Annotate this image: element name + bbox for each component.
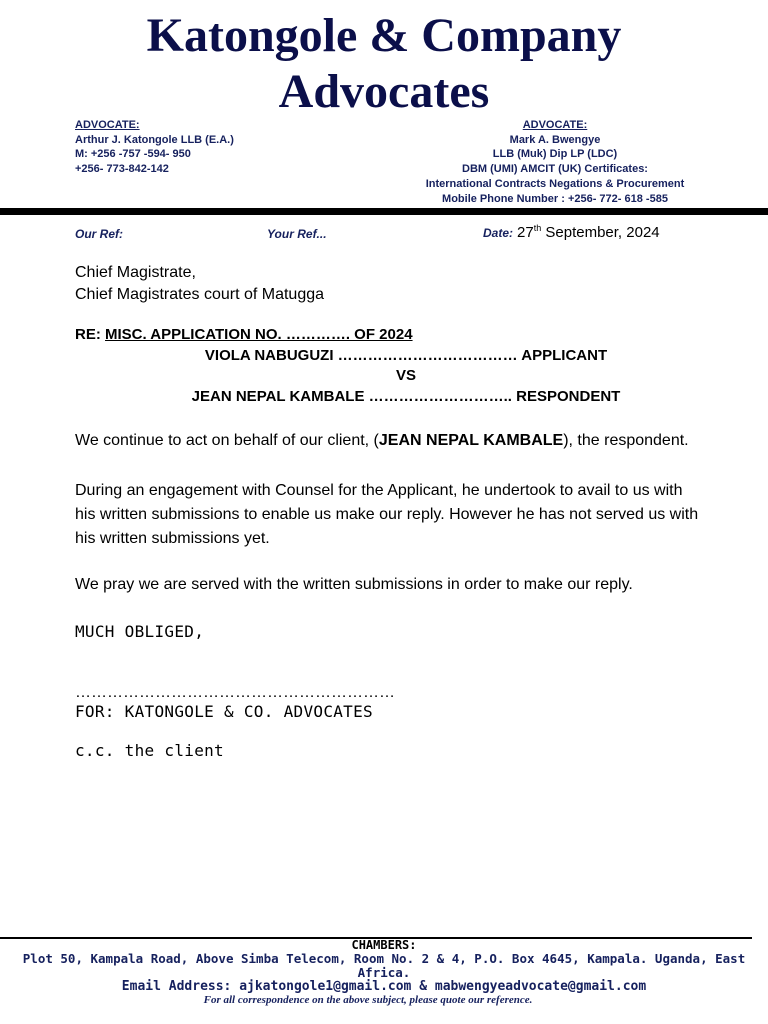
paragraph-1 [75,432,689,450]
p2-line1: During an engagement with Counsel for the Applicant, he undertook to avail to us with [75,482,683,499]
right-advocate-label: ADVOCATE: [522,119,588,131]
cc-client: c.c. the client [75,741,224,760]
paragraph-2 [75,479,698,551]
right-advocate-phone: Mobile Phone Number : +256- 772- 618 -585 [442,192,668,205]
p2-line2: his written submissions to enable us make our reply. However he has not served us with [75,506,699,523]
firm-name [0,8,768,120]
right-advocate-certificates: DBM (UMI) AMCIT (UK) Certificates: [462,163,648,176]
much-obliged: MUCH OBLIGED, [75,622,205,641]
p1-pre: We continue to act on behalf of our client, ( [75,432,379,449]
left-advocate-name: Arthur J. Katongole LLB (E.A.) [75,133,234,146]
signature-dots: …………………………………………………… [75,684,395,701]
date-label: Date: [483,226,514,240]
right-advocate-specialty: International Contracts Negations & Procurement [425,177,685,190]
subject-re [75,326,413,343]
left-advocate-phone2: +256- 773-842-142 [75,163,169,176]
header-divider [0,208,768,215]
footer-email: Email Address: ajkatongole1@gmail.com & mabwengyeadvocate@gmail.com [121,979,647,994]
signature-line: FOR: KATONGOLE & CO. ADVOCATES [75,702,373,721]
date-day: 27 [517,224,534,241]
footer-address-line2: Africa. [357,965,411,980]
p2-line3: his written submissions yet. [75,530,270,547]
footer-chambers: CHAMBERS: [351,938,417,952]
date-value [517,224,660,241]
vs-line: VS [395,367,416,384]
your-ref: Your Ref... [267,227,327,241]
paragraph-3: We pray we are served with the written submissions in order to make our reply. [75,576,633,593]
right-advocate-block [400,118,710,206]
addressee-line1: Chief Magistrate, [75,264,196,281]
respondent-line: JEAN NEPAL KAMBALE ……………………….. RESPONDENT [191,388,621,405]
subject-title: MISC. APPLICATION NO. …………. OF 2024 [105,326,413,343]
left-advocate-block [75,118,234,177]
firm-name-line1: Katongole & Company [146,9,622,62]
date-line [483,223,660,242]
date-rest: September, 2024 [541,224,660,241]
p1-post: ), the respondent. [563,432,689,449]
firm-name-line2: Advocates [278,65,490,118]
addressee-line2: Chief Magistrates court of Matugga [75,286,325,303]
right-advocate-qualification: LLB (Muk) Dip LP (LDC) [492,148,618,161]
applicant-line: VIOLA NABUGUZI ……………………………… APPLICANT [204,347,608,364]
footer-note: For all correspondence on the above subject, please quote our reference. [203,994,533,1006]
left-advocate-label: ADVOCATE: [75,119,140,131]
right-advocate-name: Mark A. Bwengye [509,133,601,146]
client-name: JEAN NEPAL KAMBALE [378,432,564,449]
addressee [75,262,324,306]
our-ref: Our Ref: [75,227,123,241]
footer-address [0,952,768,980]
left-advocate-phone1: M: +256 -757 -594- 950 [75,148,191,161]
footer-address-line1: Plot 50, Kampala Road, Above Simba Telecom, Room No. 2 & 4, P.O. Box 4645, Kampala. Uganda, East [22,951,746,966]
date-suffix: th [533,223,542,233]
re-label: RE: [75,326,101,343]
